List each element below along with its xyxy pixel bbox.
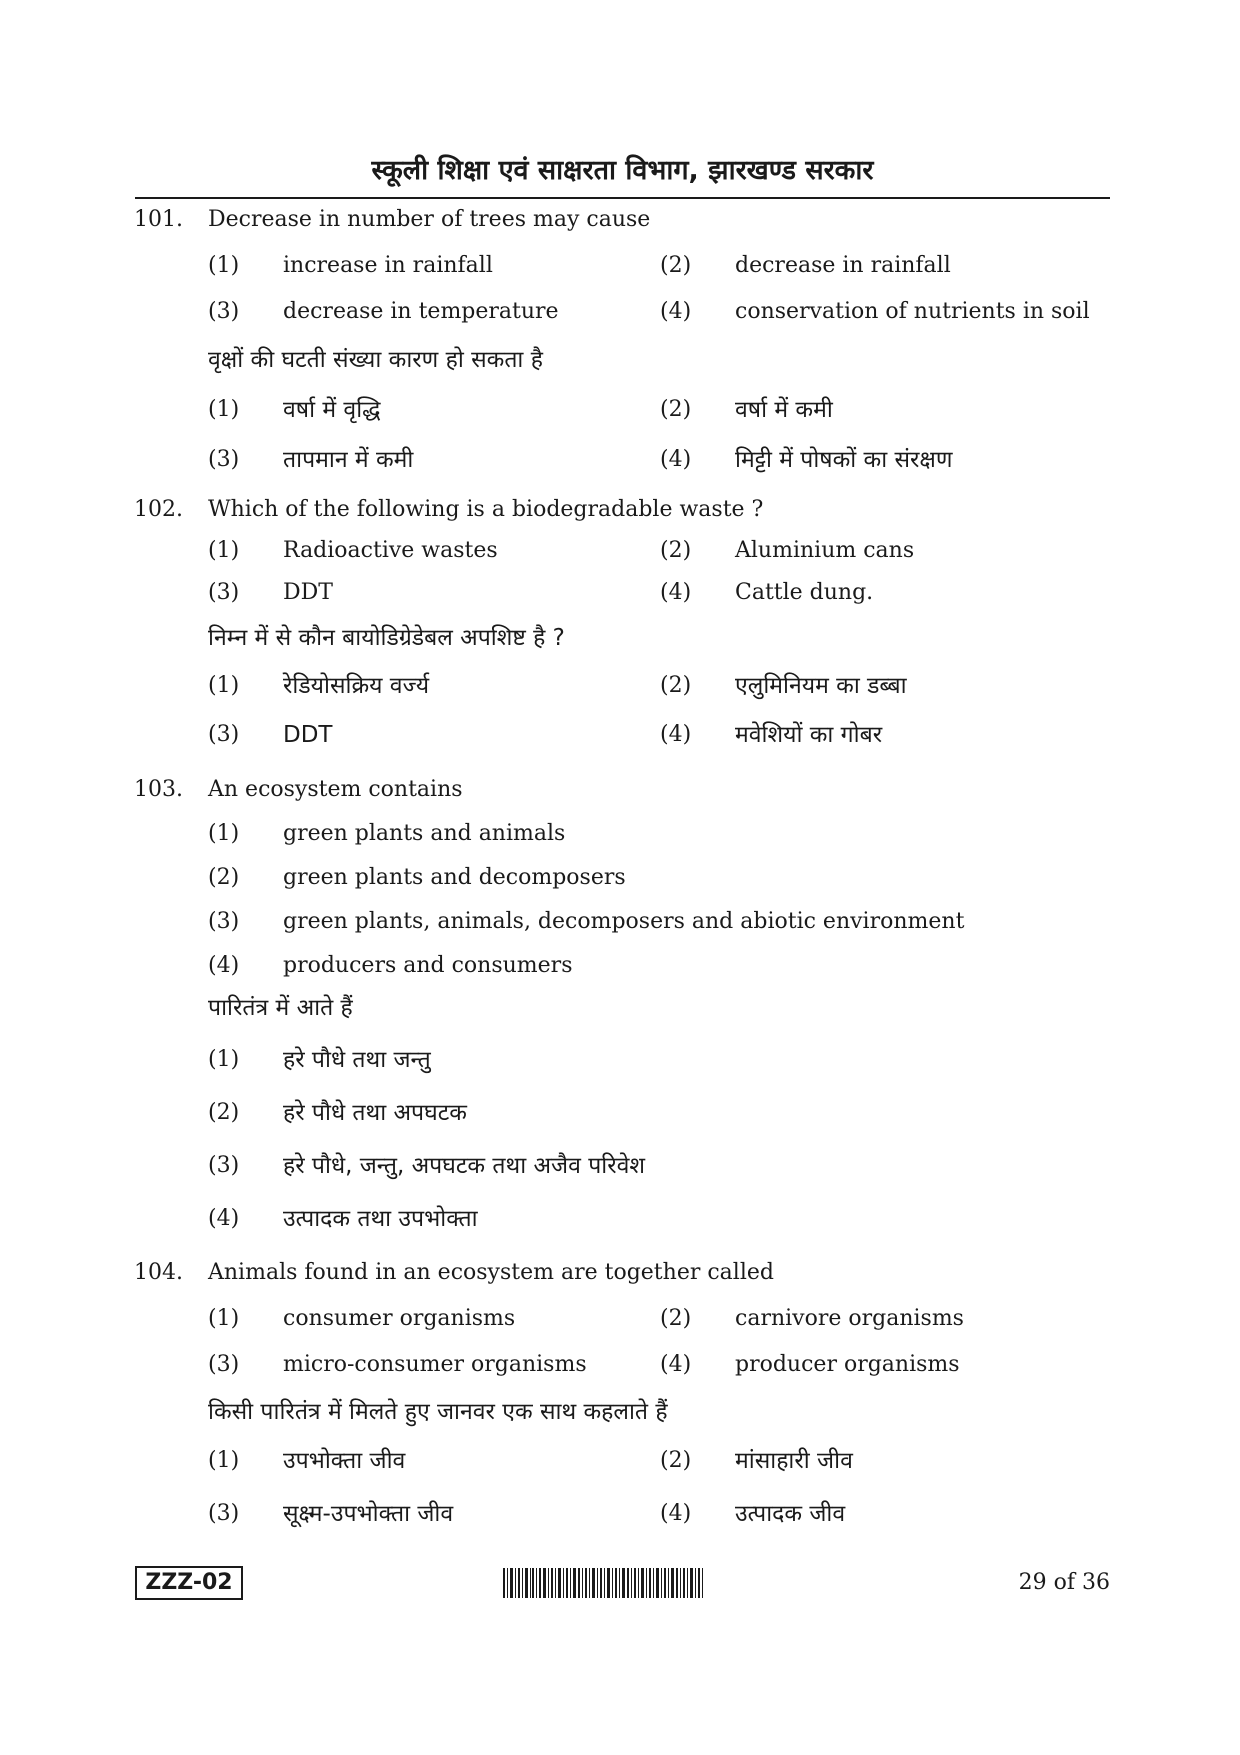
option-number: (1) bbox=[208, 673, 240, 698]
option-text: green plants and decomposers bbox=[283, 865, 626, 890]
option-text: Radioactive wastes bbox=[283, 538, 498, 563]
option-number: (1) bbox=[208, 1306, 240, 1331]
option-text: हरे पौधे तथा अपघटक bbox=[283, 1100, 467, 1126]
option-text: increase in rainfall bbox=[283, 253, 493, 278]
question-text-hindi: पारितंत्र में आते हैं bbox=[208, 995, 353, 1021]
option-text: decrease in temperature bbox=[283, 299, 559, 324]
option-text: producer organisms bbox=[735, 1352, 960, 1377]
option-text: तापमान में कमी bbox=[283, 447, 414, 473]
option-text: उपभोक्ता जीव bbox=[283, 1448, 406, 1474]
option-number: (2) bbox=[208, 1100, 240, 1125]
option-number: (2) bbox=[208, 865, 240, 890]
option-number: (4) bbox=[660, 299, 692, 324]
option-number: (1) bbox=[208, 1047, 240, 1072]
option-number: (4) bbox=[660, 722, 692, 747]
option-text: conservation of nutrients in soil bbox=[735, 299, 1090, 324]
question-text: Animals found in an ecosystem are together called bbox=[208, 1260, 774, 1285]
question-text: An ecosystem contains bbox=[208, 777, 463, 802]
option-number: (4) bbox=[208, 953, 240, 978]
option-text: रेडियोसक्रिय वर्ज्य bbox=[283, 673, 430, 699]
option-text: Aluminium cans bbox=[735, 538, 915, 563]
option-text: green plants and animals bbox=[283, 821, 566, 846]
question-number: 102. bbox=[134, 497, 183, 522]
option-text: green plants, animals, decomposers and abiotic environment bbox=[283, 909, 965, 934]
question-text-hindi: वृक्षों की घटती संख्या कारण हो सकता है bbox=[208, 347, 543, 373]
question-number: 104. bbox=[134, 1260, 183, 1285]
header-divider bbox=[135, 197, 1110, 199]
option-number: (3) bbox=[208, 909, 240, 934]
barcode bbox=[503, 1568, 703, 1598]
question-text: Which of the following is a biodegradable waste ? bbox=[208, 497, 764, 522]
paper-code-box: ZZZ-02 bbox=[135, 1566, 243, 1600]
question-text-hindi: किसी पारितंत्र में मिलते हुए जानवर एक साथ कहलाते हैं bbox=[208, 1399, 668, 1425]
option-number: (3) bbox=[208, 1352, 240, 1377]
question-number: 101. bbox=[134, 207, 183, 232]
option-number: (4) bbox=[660, 580, 692, 605]
option-number: (4) bbox=[660, 1352, 692, 1377]
option-text: एलुमिनियम का डब्बा bbox=[735, 673, 907, 699]
option-number: (2) bbox=[660, 538, 692, 563]
option-text: micro-consumer organisms bbox=[283, 1352, 587, 1377]
question-text: Decrease in number of trees may cause bbox=[208, 207, 651, 232]
option-number: (1) bbox=[208, 1448, 240, 1473]
option-text: उत्पादक तथा उपभोक्ता bbox=[283, 1206, 478, 1232]
page-number: 29 of 36 bbox=[1018, 1570, 1110, 1595]
option-text: DDT bbox=[283, 580, 333, 605]
option-text: सूक्ष्म-उपभोक्ता जीव bbox=[283, 1501, 454, 1527]
option-text: DDT bbox=[283, 722, 333, 748]
option-text: हरे पौधे तथा जन्तु bbox=[283, 1047, 431, 1073]
option-number: (3) bbox=[208, 1153, 240, 1178]
option-number: (1) bbox=[208, 397, 240, 422]
option-text: मवेशियों का गोबर bbox=[735, 722, 883, 748]
option-text: carnivore organisms bbox=[735, 1306, 964, 1331]
option-text: मिट्टी में पोषकों का संरक्षण bbox=[735, 447, 953, 473]
option-text: वर्षा में कमी bbox=[735, 397, 833, 423]
page-header-title: स्कूली शिक्षा एवं साक्षरता विभाग, झारखण्ड सरकार bbox=[371, 155, 874, 186]
option-text: वर्षा में वृद्धि bbox=[283, 397, 381, 423]
option-number: (3) bbox=[208, 447, 240, 472]
question-text-hindi: निम्न में से कौन बायोडिग्रेडेबल अपशिष्ट है ? bbox=[208, 625, 565, 651]
option-text: producers and consumers bbox=[283, 953, 573, 978]
option-text: हरे पौधे, जन्तु, अपघटक तथा अजैव परिवेश bbox=[283, 1153, 646, 1179]
option-number: (4) bbox=[660, 1501, 692, 1526]
option-number: (3) bbox=[208, 299, 240, 324]
option-number: (2) bbox=[660, 397, 692, 422]
option-number: (2) bbox=[660, 1306, 692, 1331]
option-number: (4) bbox=[660, 447, 692, 472]
question-number: 103. bbox=[134, 777, 183, 802]
option-number: (3) bbox=[208, 580, 240, 605]
option-text: उत्पादक जीव bbox=[735, 1501, 846, 1527]
option-number: (2) bbox=[660, 1448, 692, 1473]
option-number: (1) bbox=[208, 821, 240, 846]
option-number: (1) bbox=[208, 538, 240, 563]
option-number: (3) bbox=[208, 722, 240, 747]
option-text: मांसाहारी जीव bbox=[735, 1448, 853, 1474]
option-number: (2) bbox=[660, 253, 692, 278]
option-text: consumer organisms bbox=[283, 1306, 516, 1331]
option-number: (4) bbox=[208, 1206, 240, 1231]
option-text: decrease in rainfall bbox=[735, 253, 951, 278]
option-number: (2) bbox=[660, 673, 692, 698]
option-number: (1) bbox=[208, 253, 240, 278]
option-text: Cattle dung. bbox=[735, 580, 874, 605]
option-number: (3) bbox=[208, 1501, 240, 1526]
